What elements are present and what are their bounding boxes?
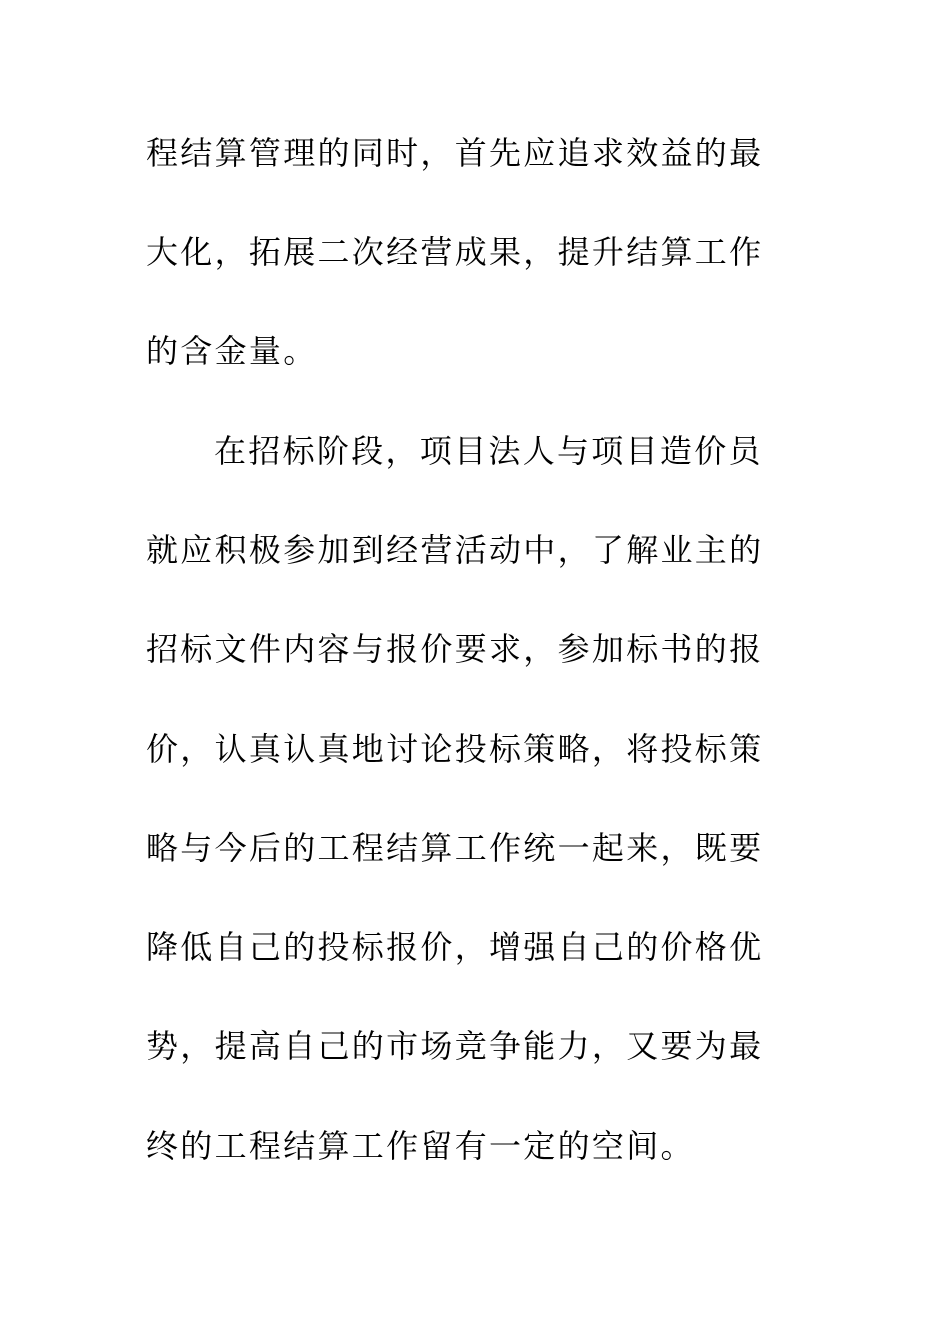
text-line: 终的工程结算工作留有一定的空间。	[146, 1127, 695, 1165]
text-line: 降低自己的投标报价，增强自己的价格优	[146, 928, 764, 966]
text-line: 势，提高自己的市场竞争能力，又要为最	[146, 1027, 764, 1065]
text-line: 程结算管理的同时，首先应追求效益的最	[146, 134, 764, 172]
text-line: 价，认真认真地讨论投标策略，将投标策	[146, 730, 764, 768]
text-line: 大化，拓展二次经营成果，提升结算工作	[146, 233, 764, 271]
text-line: 略与今后的工程结算工作统一起来，既要	[146, 829, 764, 867]
text-line: 就应积极参加到经营活动中，了解业主的	[146, 531, 764, 569]
text-line: 招标文件内容与报价要求，参加标书的报	[146, 630, 764, 668]
text-line: 的含金量。	[146, 332, 318, 370]
text-line: 在招标阶段，项目法人与项目造价员	[214, 432, 763, 470]
